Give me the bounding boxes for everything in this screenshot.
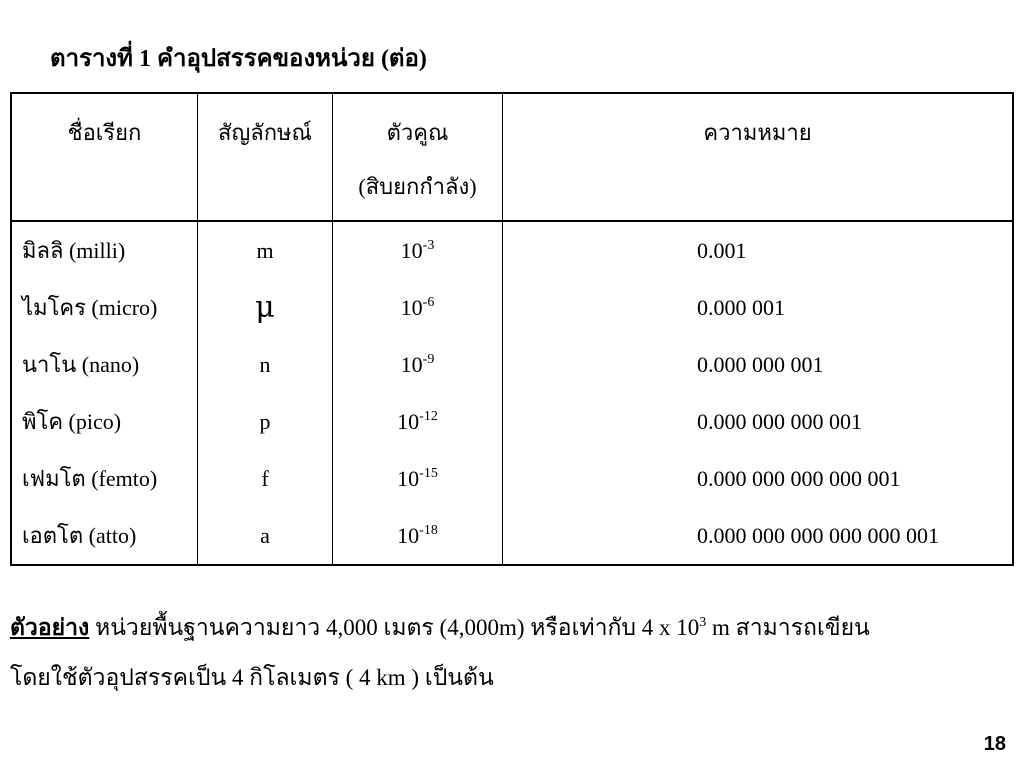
- prefix-name: ไมโคร (micro): [22, 295, 158, 320]
- prefix-multiplier: [333, 450, 503, 507]
- prefix-symbol: a: [198, 507, 333, 565]
- example-label: ตัวอย่าง: [10, 615, 90, 640]
- prefix-table: [10, 92, 1014, 566]
- example-text-part1: หน่วยพื้นฐานความยาว 4,000 เมตร (4,000m) หรือเท่ากับ 4 x 10: [89, 615, 700, 640]
- multiplier-base: 10: [400, 237, 423, 263]
- multiplier-exponent: -3: [422, 237, 435, 253]
- table-row: [11, 393, 1013, 450]
- table-row: [11, 507, 1013, 565]
- multiplier-exponent: -6: [422, 294, 435, 310]
- multiplier-exponent: -18: [419, 522, 438, 538]
- prefix-multiplier: [333, 507, 503, 565]
- header-multiplier: [333, 93, 503, 221]
- multiplier-base: 10: [397, 465, 420, 491]
- prefix-symbol: f: [198, 450, 333, 507]
- multiplier-exponent: -9: [422, 351, 435, 367]
- table-title: ตารางที่ 1 คำอุปสรรคของหน่วย (ต่อ): [50, 46, 427, 72]
- header-multiplier-line2: (สิบยกกำลัง): [358, 174, 477, 199]
- prefix-name: พิโค (pico): [22, 409, 122, 434]
- multiplier-base: 10: [397, 522, 420, 548]
- prefix-meaning: 0.001: [503, 221, 1014, 279]
- multiplier-base: 10: [397, 408, 420, 434]
- prefix-symbol: n: [198, 336, 333, 393]
- multiplier-base: 10: [400, 294, 423, 320]
- mu-symbol: μ: [255, 290, 275, 325]
- table-row: [11, 336, 1013, 393]
- header-name: ชื่อเรียก: [11, 93, 198, 221]
- prefix-multiplier: [333, 221, 503, 279]
- prefix-multiplier: [333, 279, 503, 336]
- prefix-meaning: 0.000 000 000 000 000 001: [503, 507, 1014, 565]
- page-number: 18: [983, 733, 1006, 755]
- table-row: [11, 279, 1013, 336]
- prefix-symbol: p: [198, 393, 333, 450]
- table-row: [11, 450, 1013, 507]
- prefix-name: เฟมโต (femto): [22, 466, 158, 491]
- table-header-row: [11, 93, 1013, 221]
- header-symbol: สัญลักษณ์: [198, 93, 333, 221]
- prefix-meaning: 0.000 000 000 001: [503, 393, 1014, 450]
- example-text-part2: m สามารถเขียน: [706, 615, 870, 640]
- prefix-symbol: [198, 279, 333, 336]
- prefix-name: นาโน (nano): [22, 352, 140, 377]
- multiplier-exponent: -12: [419, 408, 438, 424]
- example-exponent: 3: [699, 615, 707, 630]
- multiplier-exponent: -15: [419, 465, 438, 481]
- prefix-name: เอตโต (atto): [22, 523, 137, 548]
- prefix-name: มิลลิ (milli): [22, 238, 126, 263]
- table-row: [11, 221, 1013, 279]
- prefix-symbol: m: [198, 221, 333, 279]
- prefix-multiplier: [333, 393, 503, 450]
- prefix-multiplier: [333, 336, 503, 393]
- prefix-meaning: 0.000 000 001: [503, 336, 1014, 393]
- prefix-meaning: 0.000 001: [503, 279, 1014, 336]
- example-paragraph: [10, 598, 1010, 703]
- header-multiplier-line1: ตัวคูณ: [386, 120, 449, 145]
- example-line2: โดยใช้ตัวอุปสรรคเป็น 4 กิโลเมตร ( 4 km ) เป็นต้น: [10, 665, 494, 690]
- multiplier-base: 10: [400, 351, 423, 377]
- header-meaning: ความหมาย: [503, 93, 1014, 221]
- prefix-meaning: 0.000 000 000 000 001: [503, 450, 1014, 507]
